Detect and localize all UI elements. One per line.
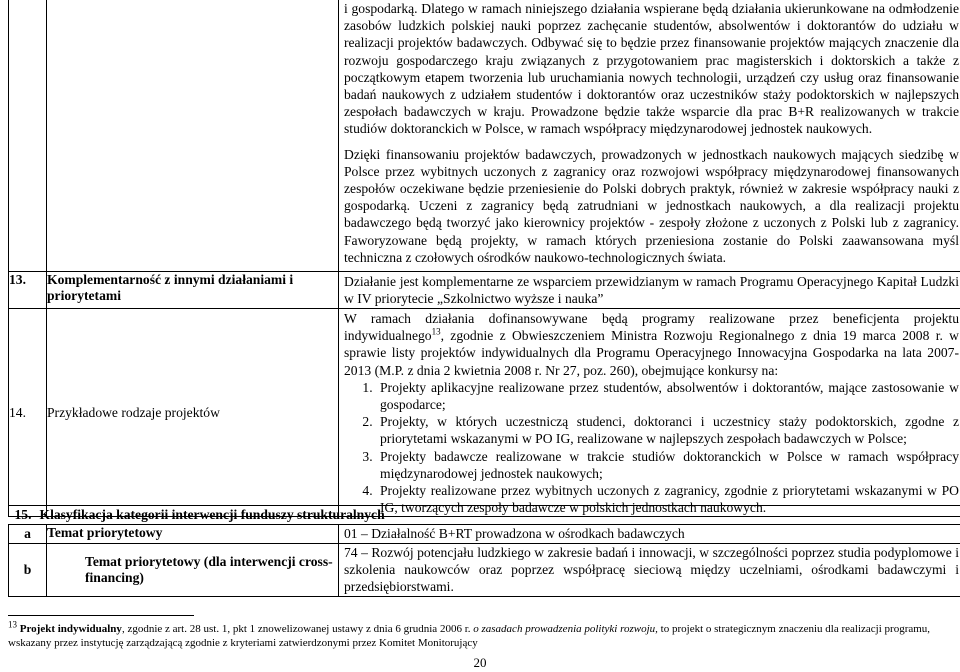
row13-text: Działanie jest komplementarne ze wsparciem przewidzianym w ramach Programu Operacyjnego Kapitał Ludzki w IV priorytecie „Szkolnictwo wyższe i nauka” xyxy=(344,274,959,307)
row15a-label: Temat priorytetowy xyxy=(47,525,163,540)
row15b-value: 74 – Rozwój potencjału ludzkiego w zakresie badań i innowacji, w szczególności poprzez studia podyplomowe i szkolenia naukowców oraz poprzez współpracę sieciową między uczelniami, ośrodkami badawczymi i przedsiębiorstwami. xyxy=(344,545,960,595)
footnote-reference[interactable]: 13 xyxy=(431,326,441,337)
table-row-15b xyxy=(9,544,960,597)
footnote-number: 13 xyxy=(8,619,17,630)
footnote-term: Projekt indywidualny xyxy=(19,623,122,635)
list-item: 4. Projekty realizowane przez wybitnych uczonych z zagranicy, zgodnie z priorytetami wskazanymi w PO IG, tworzących zespoły badawcze w polskich jednostkach naukowych. xyxy=(376,482,959,516)
table-row-14 xyxy=(9,309,960,517)
footnote-separator xyxy=(8,615,194,616)
page-number: 20 xyxy=(473,655,487,670)
row15a-letter: a xyxy=(24,526,31,541)
row15b-letter: b xyxy=(23,562,32,577)
classification-table xyxy=(8,505,960,597)
list-item: 2. Projekty, w których uczestniczą studenci, doktoranci i uczestnicy staży podoktorskich, zgodne z priorytetami wskazanymi w PO IG, realizowane w najlepszych zespołach badawczych w Polsce; xyxy=(376,413,959,447)
row15a-value: 01 – Działalność B+RT prowadzona w ośrodkach badawczych xyxy=(344,526,685,541)
row15-number: 15. xyxy=(14,507,32,522)
table-row-13 xyxy=(9,272,960,309)
table-row-15a xyxy=(9,525,960,544)
row15b-label: Temat priorytetowy (dla interwencji cross-financing) xyxy=(85,554,333,585)
table-row-15-header xyxy=(9,506,960,525)
row13-number: 13. xyxy=(9,272,26,287)
footnote: $^{13}$ Projekt indywidualny, zgodnie z art. 28 ust. 1, pkt 1 znowelizowanej ustawy z dnia 6 grudnia 2006 r. o zasadach prowadzenia polityki rozwoju, to projekt o strategicznym znaczeniu dla realizacji programu, wskazany przez instytucję zarządzającą zgodnie z kryteriami zatwierdzonymi przez Komitet Monitorujący xyxy=(8,619,931,649)
row13-label: Komplementarność z innymi działaniami i priorytetami xyxy=(47,272,294,303)
list-item: 3. Projekty badawcze realizowane w trakcie studiów doktoranckich w Polsce w ramach współpracy międzynarodowej jednostek naukowych; xyxy=(376,448,959,482)
row14-intro: W ramach działania dofinansowywane będą programy realizowane przez beneficjenta projektu indywidualnego$^{13}$, zgodnie z Obwieszczeniem Ministra Rozwoju Regionalnego z dnia 19 marca 2008 r. w sprawie listy projektów indywidualnych dla Programu Operacyjnego Innowacyjna Gospodarka na lata 2007-2013 (M.P. z dnia 2 kwietnia 2008 r. Nr 27, poz. 260), obejmujące konkursy na: xyxy=(344,311,959,378)
row14-number: 14. xyxy=(9,404,26,420)
row14-label: Przykładowe rodzaje projektów xyxy=(47,404,220,420)
main-table xyxy=(8,0,960,517)
footnote-law-title: o zasadach prowadzenia polityki rozwoju, xyxy=(473,623,658,635)
table-row-12-continued xyxy=(9,0,960,272)
list-item: 1. Projekty aplikacyjne realizowane przez studentów, absolwentów i doktorantów, mające zastosowanie w gospodarce; xyxy=(376,379,959,413)
row15-title: Klasyfikacja kategorii interwencji funduszy strukturalnych xyxy=(39,507,385,522)
project-types-list xyxy=(344,379,959,517)
row12-paragraph-2: Dzięki finansowaniu projektów badawczych, prowadzonych w jednostkach naukowych mających siedzibę w Polsce przez wybitnych uczonych z zagranicy oraz rozwojowi współpracy międzynarodowej finansowanych zespołów oczekiwane będzie przeniesienie do Polski dobrych praktyk, również w zakresie współpracy nauki z gospodarką. Uczeni z zagranicy będą zatrudniani w jednostkach naukowych, a dla realizacji projektu badawczego będą tworzyć jako kierownicy projektów - zespoły złożone z uczonych z Polski lub z zagranicy. Faworyzowane będą projekty, w ramach których przeniesiona zostanie do Polski zaawansowana myśl techniczna z czołowych ośrodków naukowo-technologicznych świata. xyxy=(344,146,959,265)
row12-paragraph-1: i gospodarką. Dlatego w ramach niniejszego działania wspierane będą działania ukierunkowane na odmłodzenie zasobów ludzkich polskiej nauki poprzez zachęcanie studentów, absolwentów i doktorantów do udziału w realizacji projektów badawczych. Odbywać się to będzie przez finansowanie projektów mających znaczenie dla rozwoju gospodarczego kraju związanych z przygotowaniem prac magisterskich i doktorskich a także z początkowym etapem tworzenia lub uruchamiania nowych technologii, urządzeń czy usług oraz finansowanie badań naukowych z udziałem studentów i doktorantów oraz uczestników staży podoktorskich w najlepszych zespołach badawczych w kraju. Prowadzone będzie także wsparcie dla prac B+R realizowanych w trakcie studiów doktoranckich w Polsce, w ramach współpracy międzynarodowej jednostek naukowych. xyxy=(344,1,959,137)
